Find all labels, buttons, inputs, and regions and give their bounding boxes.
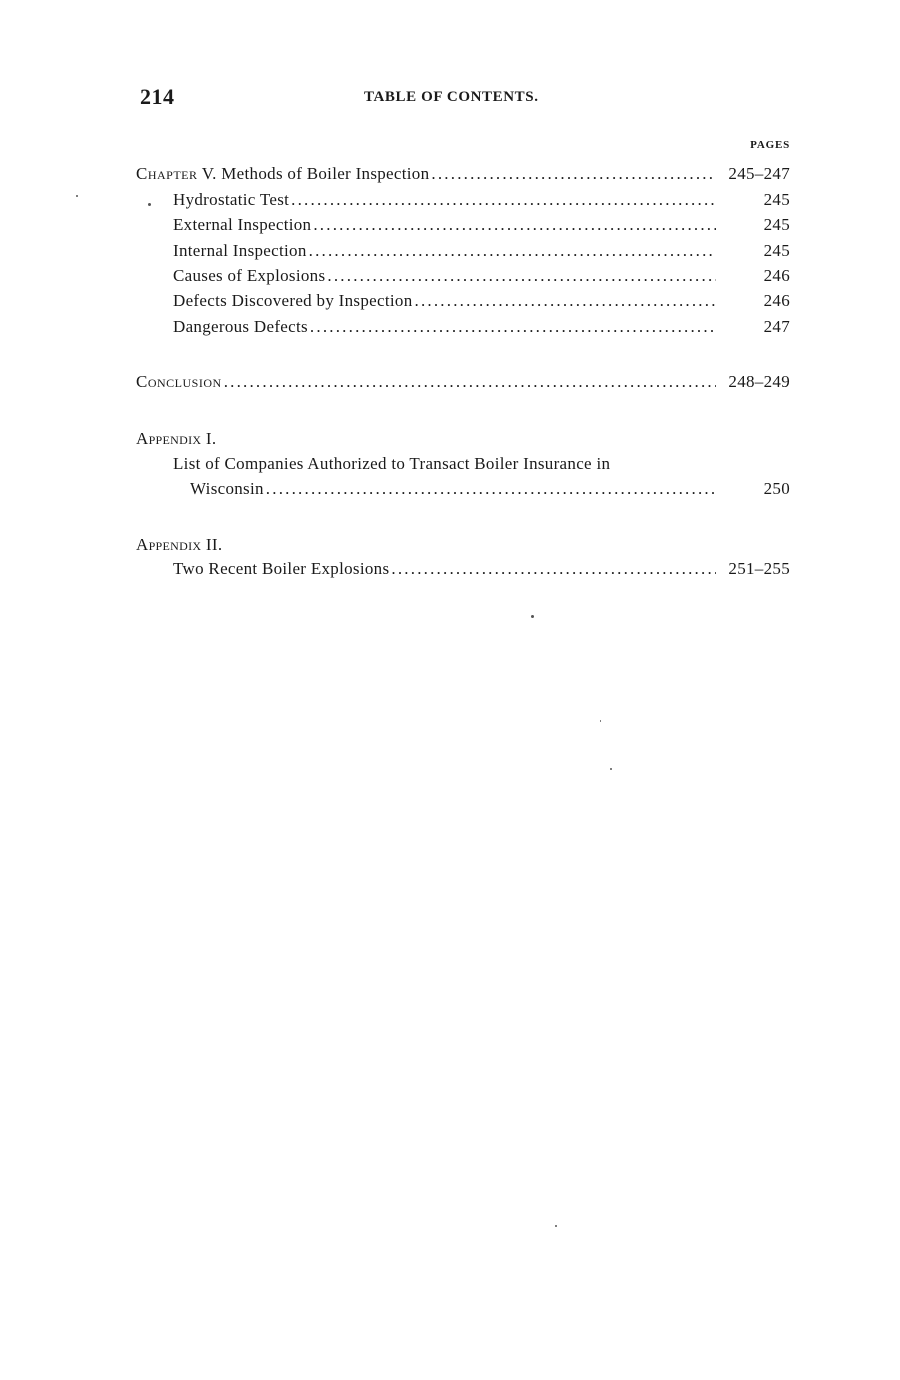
chapter-title: Methods of Boiler Inspection (221, 164, 430, 183)
dot-leader (266, 477, 716, 501)
toc-subentry (173, 315, 790, 339)
scan-speck (531, 615, 534, 618)
dot-leader (313, 213, 716, 237)
toc-subentry (173, 239, 790, 263)
page-title: TABLE OF CONTENTS. (364, 89, 539, 105)
appendix-i-heading: Appendix I. (136, 429, 217, 448)
toc-entry-pages: 248–249 (728, 372, 790, 391)
toc-subentry-page: 245 (763, 241, 790, 260)
page-number: 214 (140, 84, 175, 109)
toc-subentry (173, 188, 790, 212)
dot-leader (327, 264, 716, 288)
toc-subentry (173, 264, 790, 288)
toc-subentry-page: 247 (763, 317, 790, 336)
dot-leader (415, 289, 717, 313)
toc-subentry-page: 246 (763, 266, 790, 285)
toc-entry-title: Conclusion (136, 372, 222, 391)
toc-subentry-title: Internal Inspection (173, 241, 307, 260)
toc-entry-appendix-i (190, 477, 790, 501)
toc-entry-title (136, 162, 429, 186)
toc-subentry-page: 246 (763, 291, 790, 310)
toc-entry-conclusion (136, 370, 790, 394)
dot-leader (309, 239, 716, 263)
toc-subentry-title: Causes of Explosions (173, 266, 326, 285)
scan-speck (600, 720, 601, 722)
chapter-number: V. (201, 164, 217, 183)
toc-subentry-title: Hydrostatic Test (173, 190, 290, 209)
toc-subentry (173, 289, 790, 313)
toc-subentry (173, 213, 790, 237)
pages-column-label: PAGES (750, 139, 790, 151)
toc-entry-pages: 251–255 (728, 559, 790, 578)
toc-subentry-title: External Inspection (173, 215, 312, 234)
dot-leader (224, 370, 716, 394)
dot-leader (391, 557, 716, 581)
appendix-i-title-line: List of Companies Authorized to Transact Boiler Insurance in (173, 454, 611, 473)
scan-speck (610, 768, 612, 770)
toc-entry-appendix-ii (173, 557, 790, 581)
toc-subentry-page: 245 (763, 215, 790, 234)
toc-subentry-title: Dangerous Defects (173, 317, 308, 336)
appendix-ii-heading: Appendix II. (136, 535, 223, 554)
chapter-label: Chapter (136, 164, 198, 183)
scan-speck (148, 203, 151, 206)
toc-entry-title: Two Recent Boiler Explosions (173, 559, 390, 578)
toc-subentry-page: 245 (763, 190, 790, 209)
dot-leader (310, 315, 716, 339)
dot-leader (431, 162, 716, 186)
toc-entry-chapter-v (136, 162, 790, 186)
dot-leader (291, 188, 716, 212)
toc-entry-title: Wisconsin (190, 479, 264, 498)
scan-speck (555, 1225, 557, 1227)
scan-speck (76, 195, 78, 197)
toc-subentry-title: Defects Discovered by Inspection (173, 291, 413, 310)
toc-entry-pages: 245–247 (728, 164, 790, 183)
toc-entry-pages: 250 (763, 479, 790, 498)
